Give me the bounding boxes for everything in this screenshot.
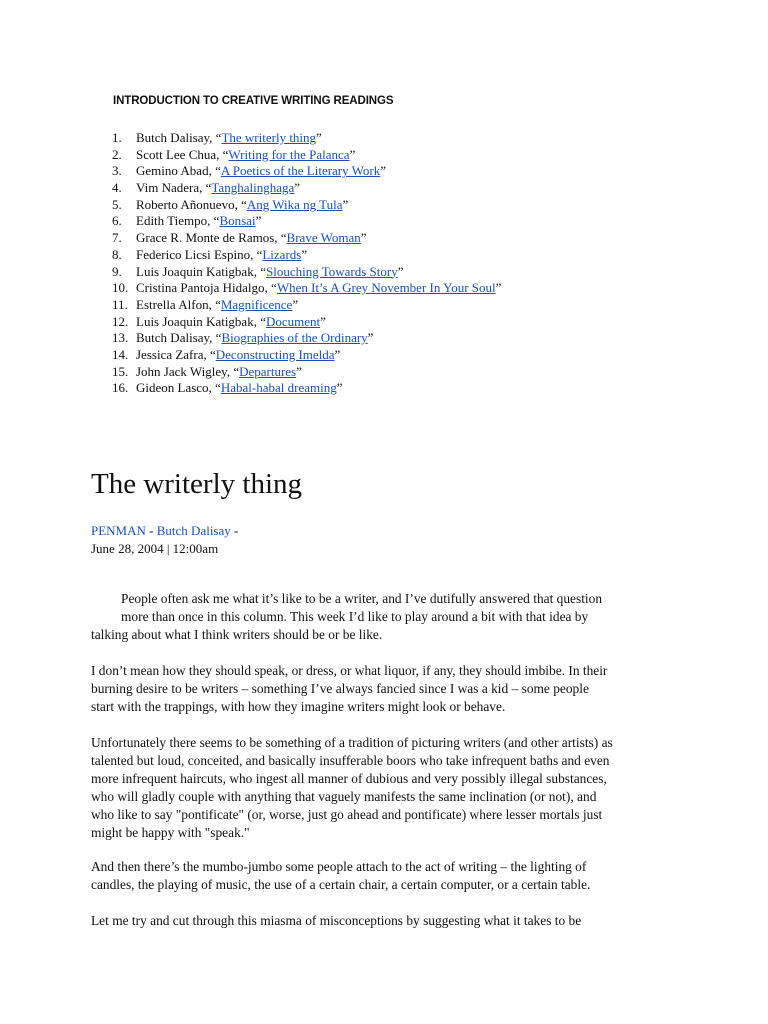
item-author: Luis Joaquin Katigbak, “ — [136, 263, 266, 279]
paragraph-line: start with the trappings, with how they imagine writers might look or behave. — [91, 699, 506, 714]
list-item — [112, 297, 501, 314]
byline-separator: - — [230, 523, 239, 538]
item-author: Cristina Pantoja Hidalgo, “ — [136, 280, 277, 296]
item-number: 16. — [112, 380, 129, 396]
byline-separator: - — [145, 523, 157, 538]
publish-date: June 28, 2004 | 12:00am — [91, 541, 219, 556]
item-author: Jessica Zafra, “ — [136, 346, 216, 362]
closing-quote: ” — [255, 213, 262, 229]
article-paragraph — [91, 734, 701, 842]
reading-link[interactable]: Magnificence — [220, 296, 293, 312]
list-item — [112, 280, 501, 297]
article-paragraph — [91, 912, 701, 930]
list-item — [112, 163, 501, 180]
byline-credits — [91, 522, 238, 540]
reading-link[interactable]: Biographies of the Ordinary — [221, 330, 368, 346]
list-item — [112, 380, 501, 397]
list-item — [112, 347, 501, 364]
closing-quote: ” — [367, 330, 374, 346]
closing-quote: ” — [316, 130, 322, 145]
list-item — [112, 130, 501, 147]
item-author: Scott Lee Chua, “ — [136, 146, 229, 162]
paragraph-line: burning desire to be writers – something I’ve always fancied since I was a kid – some people — [91, 681, 589, 696]
item-number: 8. — [112, 246, 122, 262]
item-author: Luis Joaquin Katigbak, “ — [136, 313, 266, 329]
reading-link[interactable]: Habal-habal dreaming — [220, 380, 337, 396]
list-item — [112, 147, 501, 164]
closing-quote: ” — [397, 263, 404, 279]
closing-quote: ” — [336, 380, 343, 396]
reading-link[interactable]: Slouching Towards Story — [265, 263, 398, 279]
reading-link[interactable]: Document — [265, 313, 321, 329]
item-author: Butch Dalisay, “ — [136, 330, 222, 346]
paragraph-line: And then there’s the mumbo-jumbo some people attach to the act of writing – the lighting of — [91, 859, 587, 874]
paragraph-line: candles, the playing of music, the use of a certain chair, a certain computer, or a certain table. — [91, 877, 591, 892]
item-author: Gideon Lasco, “ — [136, 380, 221, 396]
author-link[interactable]: Butch Dalisay — [156, 523, 231, 538]
reading-link[interactable]: Writing for the Palanca — [228, 146, 350, 162]
article-title: The writerly thing — [91, 468, 303, 500]
list-item — [112, 180, 501, 197]
article-paragraph — [91, 858, 701, 894]
item-author: Roberto Añonuevo, “ — [136, 196, 247, 212]
item-author: Gemino Abad, “ — [136, 163, 221, 179]
item-number: 6. — [112, 213, 122, 229]
paragraph-line: talking about what I think writers should be or be like. — [91, 627, 383, 642]
item-author: Estrella Alfon, “ — [136, 296, 221, 312]
item-number: 14. — [112, 346, 129, 362]
item-number: 3. — [112, 163, 122, 179]
reading-link[interactable]: Departures — [239, 363, 297, 379]
item-number: 7. — [112, 230, 122, 246]
item-number: 11. — [112, 296, 128, 312]
item-number: 5. — [112, 196, 122, 212]
closing-quote: ” — [292, 296, 299, 312]
reading-link[interactable]: When It’s A Grey November In Your Soul — [276, 280, 496, 296]
list-item — [112, 197, 501, 214]
reading-link[interactable]: Deconstructing Imelda — [215, 346, 335, 362]
paragraph-line: more infrequent haircuts, who ingest all manner of dubious and very possibly illegal substances, — [91, 771, 607, 786]
item-number: 2. — [112, 146, 122, 162]
item-number: 12. — [112, 313, 129, 329]
item-author: Butch Dalisay, “ — [136, 130, 222, 145]
item-number: 1. — [112, 130, 122, 145]
paragraph-line: Let me try and cut through this miasma of misconceptions by suggesting what it takes to be — [91, 913, 582, 928]
paragraph-line: People often ask me what it’s like to be a writer, and I’ve dutifully answered that question — [121, 591, 603, 606]
closing-quote: ” — [360, 230, 367, 246]
reading-link[interactable]: Tanghalinghaga — [211, 180, 295, 196]
article-paragraph — [91, 590, 701, 644]
closing-quote: ” — [294, 180, 301, 196]
closing-quote: ” — [301, 246, 308, 262]
paragraph-line: I don’t mean how they should speak, or dress, or what liquor, if any, they should imbibe. In their — [91, 663, 608, 678]
list-item — [112, 230, 501, 247]
list-item — [112, 330, 501, 347]
reading-link[interactable]: Brave Woman — [286, 230, 361, 246]
paragraph-line: who like to say "pontificate" (or, worse, just go ahead and pontificate) where lesser mortals just — [91, 807, 603, 822]
reading-link[interactable]: Lizards — [262, 246, 302, 262]
closing-quote: ” — [495, 280, 502, 296]
section-link[interactable]: PENMAN — [91, 523, 146, 538]
item-author: Vim Nadera, “ — [136, 180, 212, 196]
item-number: 15. — [112, 363, 129, 379]
paragraph-line: might be happy with "speak." — [91, 825, 250, 840]
readings-list — [112, 130, 501, 397]
closing-quote: ” — [334, 346, 341, 362]
item-number: 13. — [112, 330, 129, 346]
list-item — [112, 247, 501, 264]
item-author: John Jack Wigley, “ — [136, 363, 240, 379]
item-number: 4. — [112, 180, 122, 196]
item-author: Grace R. Monte de Ramos, “ — [136, 230, 287, 246]
reading-link[interactable]: Bonsai — [219, 213, 256, 229]
readings-heading: INTRODUCTION TO CREATIVE WRITING READINGS — [113, 95, 394, 107]
closing-quote: ” — [342, 196, 349, 212]
list-item — [112, 213, 501, 230]
byline — [91, 522, 238, 558]
reading-link[interactable]: Ang Wika ng Tula — [246, 196, 343, 212]
item-author: Federico Licsi Espino, “ — [136, 246, 263, 262]
list-item — [112, 364, 501, 381]
list-item — [112, 314, 501, 331]
item-number: 9. — [112, 263, 122, 279]
item-author: Edith Tiempo, “ — [136, 213, 220, 229]
list-item — [112, 264, 501, 281]
closing-quote: ” — [320, 313, 326, 329]
paragraph-line: more than once in this column. This week I’d like to play around a bit with that idea by — [121, 609, 589, 624]
paragraph-line: talented but loud, conceited, and basically insufferable boors who take infrequent baths and even — [91, 753, 610, 768]
paragraph-line: Unfortunately there seems to be something of a tradition of picturing writers (and other artists) as — [91, 735, 613, 750]
item-number: 10. — [112, 280, 129, 296]
closing-quote: ” — [349, 146, 356, 162]
closing-quote: ” — [380, 163, 386, 179]
reading-link[interactable]: A Poetics of the Literary Work — [220, 163, 381, 179]
closing-quote: ” — [296, 363, 302, 379]
paragraph-line: who will gladly couple with anything that vaguely manifests the same inclination (or not), and — [91, 789, 597, 804]
article-paragraph — [91, 662, 701, 716]
reading-link[interactable]: The writerly thing — [221, 130, 317, 145]
